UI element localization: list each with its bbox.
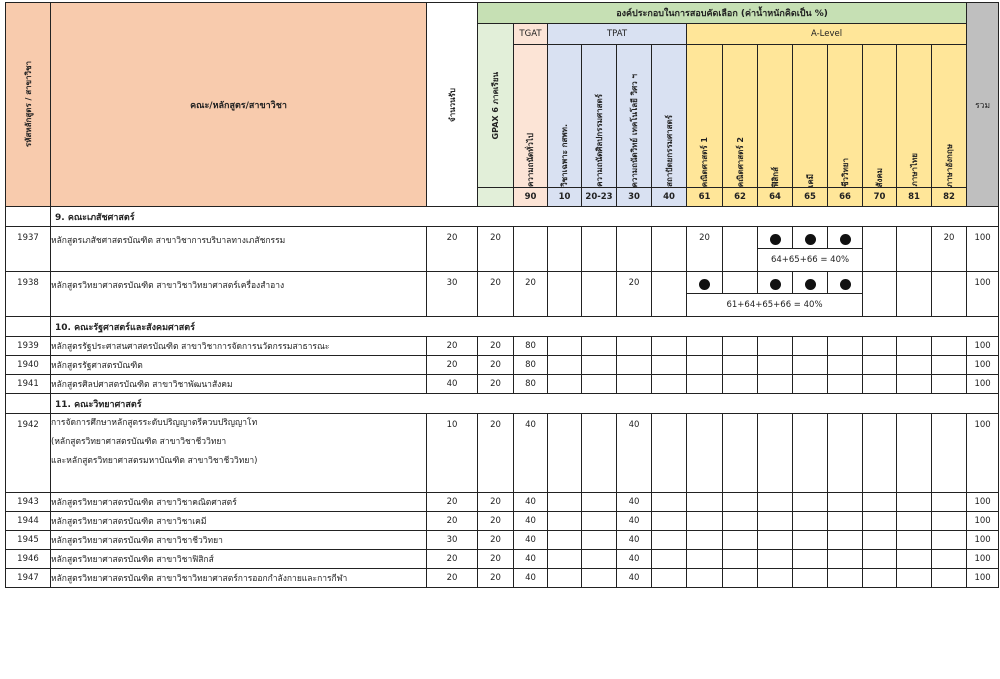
gpax-value: 20 (478, 531, 514, 550)
section-title: 9. คณะเภสัชศาสตร์ (51, 207, 999, 227)
header-alevel: A-Level (687, 24, 967, 45)
program-name-line: การจัดการศึกษาหลักสูตรระดับปริญญาตรีควบปริญญาโท (51, 418, 258, 428)
seats-value: 20 (427, 493, 478, 512)
gpax-value: 20 (478, 337, 514, 356)
subject-name: เคมี (793, 45, 828, 188)
tpat30-value: 40 (617, 531, 652, 550)
gpax-value: 20 (478, 375, 514, 394)
subject-code: 82 (932, 188, 967, 207)
total-value: 100 (967, 493, 999, 512)
subject-code: 65 (793, 188, 828, 207)
tpat30-value: 20 (617, 272, 652, 317)
total-value: 100 (967, 272, 999, 317)
program-code: 1937 (6, 227, 51, 272)
program-name: หลักสูตรวิทยาศาสตรบัณฑิต สาขาวิชาชีววิทยา (51, 531, 427, 550)
subject-name: วิชาเฉพาะ กสพท. (548, 45, 582, 188)
dot-icon (840, 279, 851, 290)
tgat-value: 40 (514, 414, 548, 493)
subject-code: 40 (652, 188, 687, 207)
program-name: หลักสูตรวิทยาศาสตรบัณฑิต สาขาวิชาคณิตศาสตร์ (51, 493, 427, 512)
total-value: 100 (967, 356, 999, 375)
english-value: 20 (932, 227, 967, 272)
subject-code: 81 (897, 188, 932, 207)
header-tgat: TGAT (514, 24, 548, 45)
header-code: รหัสหลักสูตร / สาขาวิชา (6, 3, 51, 207)
header-tpat: TPAT (548, 24, 687, 45)
total-value: 100 (967, 512, 999, 531)
subject-name: ความถนัดทั่วไป (514, 45, 548, 188)
header-gpax: GPAX 6 ภาคเรียน (478, 24, 514, 188)
gpax-value: 20 (478, 414, 514, 493)
dot-icon (699, 279, 710, 290)
math1-value: 20 (687, 227, 723, 272)
total-value: 100 (967, 550, 999, 569)
total-value: 100 (967, 414, 999, 493)
program-code: 1945 (6, 531, 51, 550)
subject-name: ความถนัดศิลปกรรมศาสตร์ (582, 45, 617, 188)
total-value: 100 (967, 375, 999, 394)
program-name: หลักสูตรรัฐศาสตรบัณฑิต (51, 356, 427, 375)
program-name: หลักสูตรวิทยาศาสตรบัณฑิต สาขาวิชาเคมี (51, 512, 427, 531)
subject-code: 62 (723, 188, 758, 207)
subject-code: 90 (514, 188, 548, 207)
table-row (6, 550, 999, 569)
subject-name: คณิตศาสตร์ 2 (723, 45, 758, 188)
subject-code: 66 (828, 188, 863, 207)
table-row (6, 272, 999, 294)
section-title: 11. คณะวิทยาศาสตร์ (51, 394, 999, 414)
table-row (6, 356, 999, 375)
dot-icon (840, 234, 851, 245)
program-name-line: และหลักสูตรวิทยาศาสตรมหาบัณฑิต สาขาวิชาชีววิทยา) (51, 456, 258, 466)
program-code: 1941 (6, 375, 51, 394)
gpax-value: 20 (478, 493, 514, 512)
subject-code: 20-23 (582, 188, 617, 207)
gpax-value: 20 (478, 272, 514, 317)
tpat30-value: 40 (617, 569, 652, 588)
section-row (6, 317, 999, 337)
program-name: หลักสูตรวิทยาศาสตรบัณฑิต สาขาวิชาวิทยาศาสตร์การออกกำลังกายและการกีฬา (51, 569, 427, 588)
required-dot (793, 227, 828, 249)
program-code: 1942 (6, 414, 51, 493)
header-program: คณะ/หลักสูตร/สาขาวิชา (51, 3, 427, 207)
program-code: 1946 (6, 550, 51, 569)
subject-code: 70 (863, 188, 897, 207)
table-row (6, 337, 999, 356)
tgat-value: 40 (514, 531, 548, 550)
required-dot (687, 272, 723, 294)
tgat-value: 20 (514, 272, 548, 317)
required-dot (758, 227, 793, 249)
seats-value: 10 (427, 414, 478, 493)
admission-criteria-table (5, 2, 999, 588)
section-row (6, 394, 999, 414)
subject-name: ชีววิทยา (828, 45, 863, 188)
gpax-value: 20 (478, 227, 514, 272)
seats-value: 30 (427, 531, 478, 550)
program-code: 1944 (6, 512, 51, 531)
total-value: 100 (967, 531, 999, 550)
table-row (6, 493, 999, 512)
required-dot (828, 272, 863, 294)
subject-code: 61 (687, 188, 723, 207)
program-name-line: (หลักสูตรวิทยาศาสตรบัณฑิต สาขาวิชาชีววิทยา (51, 437, 227, 447)
tgat-value: 40 (514, 512, 548, 531)
program-name: หลักสูตรวิทยาศาสตรบัณฑิต สาขาวิชาวิทยาศาสตร์เครื่องสำอาง (51, 272, 427, 317)
tgat-value: 40 (514, 550, 548, 569)
tpat30-value: 40 (617, 550, 652, 569)
table-row (6, 414, 999, 493)
seats-value: 20 (427, 569, 478, 588)
tpat30-value: 40 (617, 493, 652, 512)
subject-name: ภาษาไทย (897, 45, 932, 188)
seats-value: 20 (427, 227, 478, 272)
section-row (6, 207, 999, 227)
required-dot (828, 227, 863, 249)
header-components: องค์ประกอบในการสอบคัดเลือก (ค่าน้ำหนักคิดเป็น %) (478, 3, 967, 24)
program-name: หลักสูตรศิลปศาสตรบัณฑิต สาขาวิชาพัฒนาสังคม (51, 375, 427, 394)
seats-value: 20 (427, 337, 478, 356)
seats-value: 30 (427, 272, 478, 317)
tgat-value: 40 (514, 493, 548, 512)
seats-value: 20 (427, 550, 478, 569)
gpax-value: 20 (478, 550, 514, 569)
subject-name: ภาษาอังกฤษ (932, 45, 967, 188)
dot-icon (805, 234, 816, 245)
program-code: 1938 (6, 272, 51, 317)
header-total: รวม (967, 3, 999, 207)
total-value: 100 (967, 337, 999, 356)
table-row (6, 531, 999, 550)
dot-icon (805, 279, 816, 290)
subject-code: 30 (617, 188, 652, 207)
subject-name: ฟิสิกส์ (758, 45, 793, 188)
subject-name: ความถนัดวิทย์ เทคโนโลยี วิศว ฯ (617, 45, 652, 188)
tpat30-value: 40 (617, 414, 652, 493)
program-code: 1943 (6, 493, 51, 512)
tgat-value: 80 (514, 337, 548, 356)
program-name: หลักสูตรวิทยาศาสตรบัณฑิต สาขาวิชาฟิสิกส์ (51, 550, 427, 569)
tgat-value: 80 (514, 356, 548, 375)
dot-icon (770, 234, 781, 245)
total-value: 100 (967, 227, 999, 272)
tgat-value: 40 (514, 569, 548, 588)
seats-value: 40 (427, 375, 478, 394)
required-dot (758, 272, 793, 294)
tpat30-value: 40 (617, 512, 652, 531)
table-row (6, 375, 999, 394)
combined-weight-formula: 64+65+66 = 40% (758, 249, 863, 272)
program-name: หลักสูตรรัฐประศาสนศาสตรบัณฑิต สาขาวิชาการจัดการนวัตกรรมสาธารณะ (51, 337, 427, 356)
subject-code: 10 (548, 188, 582, 207)
section-title: 10. คณะรัฐศาสตร์และสังคมศาสตร์ (51, 317, 999, 337)
program-code: 1940 (6, 356, 51, 375)
subject-name: คณิตศาสตร์ 1 (687, 45, 723, 188)
total-value: 100 (967, 569, 999, 588)
subject-code: 64 (758, 188, 793, 207)
combined-weight-formula: 61+64+65+66 = 40% (687, 294, 863, 317)
required-dot (793, 272, 828, 294)
table-row (6, 227, 999, 249)
subject-name: สังคม (863, 45, 897, 188)
program-name (51, 414, 427, 493)
gpax-value: 20 (478, 569, 514, 588)
program-name: หลักสูตรเภสัชศาสตรบัณฑิต สาขาวิชาการบริบาลทางเภสัชกรรม (51, 227, 427, 272)
header-seats: จำนวนรับ (427, 3, 478, 207)
program-code: 1947 (6, 569, 51, 588)
tgat-value: 80 (514, 375, 548, 394)
seats-value: 20 (427, 512, 478, 531)
table-row (6, 569, 999, 588)
program-code: 1939 (6, 337, 51, 356)
gpax-value: 20 (478, 512, 514, 531)
subject-code-empty (478, 188, 514, 207)
dot-icon (770, 279, 781, 290)
gpax-value: 20 (478, 356, 514, 375)
seats-value: 20 (427, 356, 478, 375)
table-row (6, 512, 999, 531)
subject-name: สถาปัตยกรรมศาสตร์ (652, 45, 687, 188)
